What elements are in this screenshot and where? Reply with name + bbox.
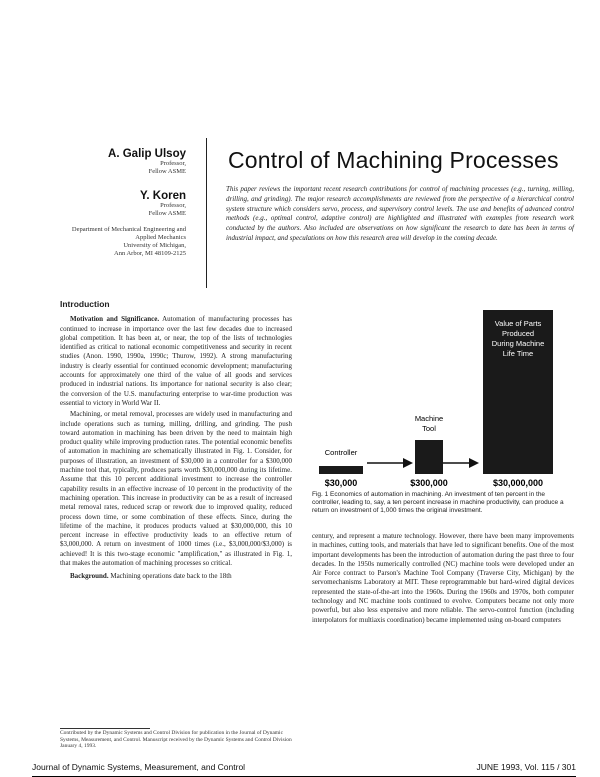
paragraph-text: century, and represent a mature technology. However, there have been many improvements in machines, cutting tools, and materials that have led to significant benefits. One of the most important developments has been the introduction of automation during the past three to four decades. In the 1950s numerically controlled (NC) machine tools were developed under an Air Force contract to Parson's Machine Tool Company (Traverse City, Michigan) by the servomechanisms Laboratory at MIT. These reprogrammable but hard-wired digital devices represented the state-of-the-art into the 1960s. During the 1960s and 1970s, both computer technology and NC machine tools continued to evolve. Computers became not only more powerful, but also less expensive and more reliable. The servo-control function (including interpolators for multiaxis coordination) became implemented using on-board computers — [312, 532, 574, 624]
paragraph-text: Automation of manufacturing processes has continued to increase in importance over the last few decades due to increased global competition. It has been at, or near, the top of the lists of technologies identified as critical to national economic competitiveness and security in recent studies (Anon. 1990, 1990a, 1990c; Thurow, 1992). A strong manufacturing industry is clearly essential for continued economic development; manufacturing accounts for approximately one third of the value of all goods and services produced in industrial nations. Its importance for national security is also clear; the conversion of the U.S. manufacturing enterprise to war-time production was essential to victory in World War II. — [60, 315, 292, 407]
paragraph — [60, 410, 292, 568]
label-machine-line-1: Machine — [414, 414, 444, 423]
author-role: Fellow ASME — [148, 210, 186, 217]
bar-controller — [319, 466, 363, 474]
header-divider — [206, 138, 207, 288]
figure-1 — [305, 300, 580, 488]
author-name: Y. Koren — [139, 190, 186, 202]
authors-block — [38, 148, 186, 258]
figure-caption: Fig. 1 Economics of automation in machining. An investment of ten percent in the controller, leading to, say, a ten percent increase in machine productivity, can produce a return on investment of 1,000 times the original investment. — [312, 491, 564, 514]
author-2 — [38, 190, 186, 218]
paragraph-text: Machining operations date back to the 18th — [108, 572, 232, 581]
arrow-machine-to-parts — [443, 458, 479, 468]
affiliation-line: Ann Arbor, MI 48109-2125 — [114, 250, 186, 257]
run-in-heading: Background. — [70, 572, 109, 581]
journal-issue-page: JUNE 1993, Vol. 115 / 301 — [476, 762, 576, 772]
author-name: A. Galip Ulsoy — [108, 148, 186, 160]
label-controller: Controller — [324, 448, 358, 457]
label-parts-line-3: During Machine — [491, 339, 545, 348]
arrow-controller-to-machine — [367, 458, 413, 468]
label-parts-line-4: Life Time — [502, 349, 534, 358]
amount-controller: $30,000 — [324, 478, 358, 488]
label-parts-line-1: Value of Parts — [494, 319, 542, 328]
paragraph-text: Machining, or metal removal, processes are widely used in manufacturing and include operations such as turning, milling, drilling, and grinding. The push toward automation in machining has been driven by the need to maintain high product quality while improving production rates. The potential economic benefits of automation in machining are schematically illustrated in Fig. 1. Consider, for purposes of illustration, an investment of $30,000 in a controller for a $300,000 machine tool that, typically, produces parts worth $30,000,000 during its lifetime. Assume that this 10 percent additional investment to increase the controller capability results in an effective increase of 10 percent in the productivity of the machining operation. This increase in productivity can be as a result of increased metal removal rates, reduced scrap or rework due to improved quality, reduced process down time, or some combination of these effects. Since, during the lifetime of the machine, it produces products valued at $30,000,000, this 10 percent increase in effective productivity leads to an effective return of $3,000,000. A return on investment of 1000 times (i.e., $3,000,000/$3,000) is achieved! It is this two-stage economic "amplification," as illustrated in Fig. 1, that makes the automation of machining processes so critical. — [60, 410, 292, 568]
amount-parts-value: $30,000,000 — [492, 478, 544, 488]
affiliation-line: Department of Mechanical Engineering and — [71, 226, 186, 233]
author-role: Professor, — [160, 202, 186, 209]
footnote-rule — [60, 728, 150, 729]
paragraph — [60, 315, 292, 408]
paper-title: Control of Machining Processes — [228, 147, 559, 173]
author-role: Fellow ASME — [148, 168, 186, 175]
author-role: Professor, — [160, 160, 186, 167]
affiliation — [38, 226, 186, 258]
right-column — [312, 532, 574, 625]
section-heading: Introduction — [60, 299, 110, 309]
label-machine-line-2: Tool — [422, 424, 436, 433]
journal-name: Journal of Dynamic Systems, Measurement, and Control — [32, 762, 246, 772]
author-1 — [38, 148, 186, 176]
affiliation-line: Applied Mechanics — [135, 234, 186, 241]
paragraph — [60, 572, 292, 581]
amount-machine-tool: $300,000 — [410, 478, 448, 488]
label-parts-line-2: Produced — [501, 329, 535, 338]
bar-machine-tool — [415, 440, 443, 474]
footnote: Contributed by the Dynamic Systems and Control Division for publication in the Journal of Dynamic Systems, Measurement, and Control. Manuscript received by the Dynamic Systems and Control Division January 4, 1993. — [60, 730, 292, 749]
run-in-heading: Motivation and Significance. — [70, 315, 160, 324]
abstract: This paper reviews the important recent research contributions for control of machining processes (e.g., turning, milling, drilling, and grinding). The major research accomplishments are reviewed from the perspective of a hierarchical control system structure which considers servo, process, and supervisory control levels. The use and benefits of advanced control methods (e.g., optimal control, adaptive control) are highlighted and illustrated with examples from research work conducted by the authors. Also included are observations on how significant the research to date has been in terms of industrial impact, and speculations on how this research area will develop in the coming decade. — [226, 185, 574, 242]
affiliation-line: University of Michigan, — [123, 242, 186, 249]
left-column — [60, 300, 292, 584]
